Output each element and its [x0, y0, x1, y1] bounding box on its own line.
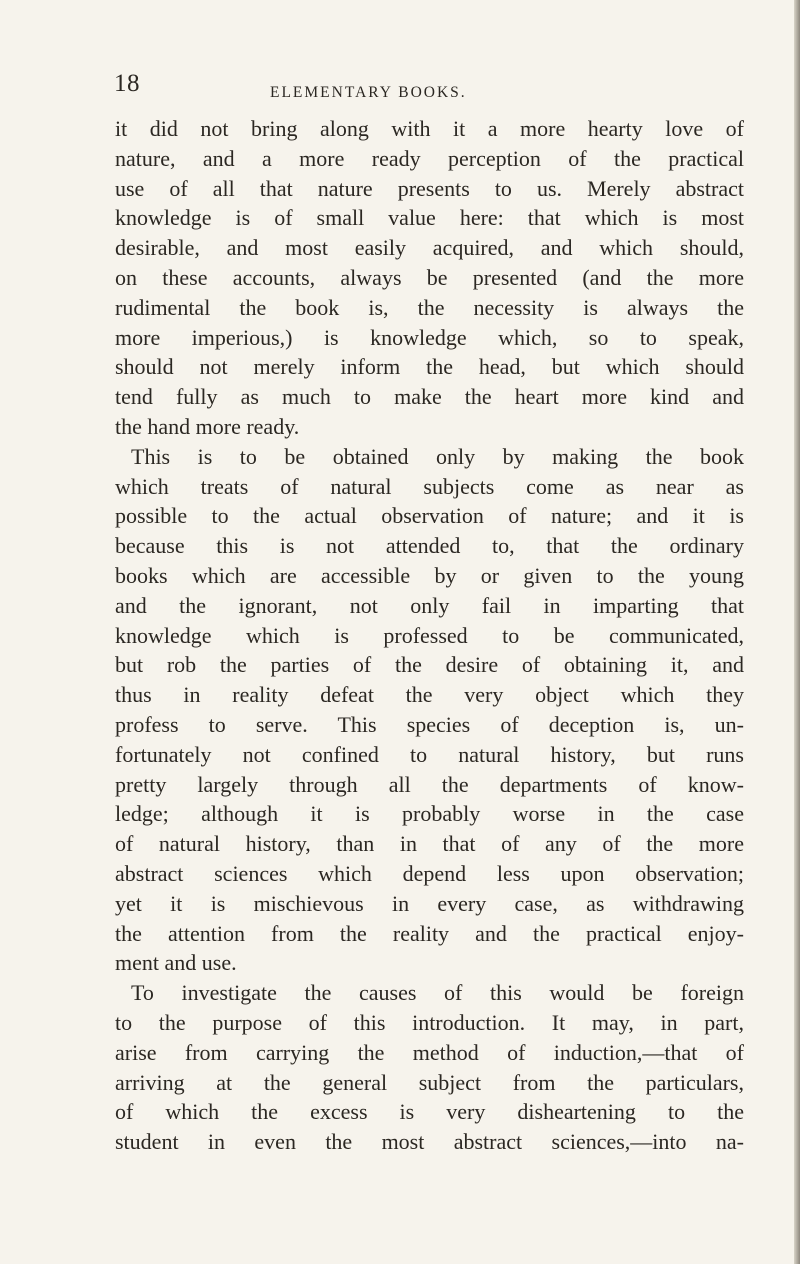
text-line: of natural history, than in that of any of the more [115, 831, 744, 857]
text-line: This is to be obtained only by making the book [131, 443, 744, 469]
text-line: abstract sciences which depend less upon observation; [115, 860, 744, 886]
text-line: should not merely inform the head, but which should [115, 354, 744, 380]
text-line: tend fully as much to make the heart more kind and [115, 384, 744, 410]
text-line: pretty largely through all the departments of know- [115, 771, 744, 797]
text-line: which treats of natural subjects come as near as [115, 473, 744, 499]
body-text [115, 114, 744, 1157]
text-line: yet it is mischievous in every case, as withdrawing [115, 890, 744, 916]
page-number: 18 [114, 70, 140, 97]
text-line: fortunately not confined to natural history, but runs [115, 741, 744, 767]
text-line: rudimental the book is, the necessity is always the [115, 294, 744, 320]
text-line: nature, and a more ready perception of the practical [115, 145, 744, 171]
text-line: the hand more ready. [115, 413, 300, 439]
text-line: more imperious,) is knowledge which, so to speak, [115, 324, 744, 350]
running-head: ELEMENTARY BOOKS. [270, 84, 467, 101]
text-line: thus in reality defeat the very object which they [115, 682, 744, 708]
text-line: because this is not attended to, that the ordinary [115, 533, 744, 559]
text-line: desirable, and most easily acquired, and which should, [115, 235, 744, 261]
text-line: possible to the actual observation of nature; and it is [115, 503, 744, 529]
text-line: the attention from the reality and the practical enjoy- [115, 920, 744, 946]
text-line: profess to serve. This species of deception is, un- [115, 711, 744, 737]
text-line: knowledge which is professed to be communicated, [115, 622, 744, 648]
page-edge-shadow [794, 0, 800, 1264]
text-line: but rob the parties of the desire of obtaining it, and [115, 652, 744, 678]
text-line: ment and use. [115, 950, 237, 976]
text-line: arise from carrying the method of induction,—that of [115, 1039, 744, 1065]
text-line: arriving at the general subject from the particulars, [115, 1069, 744, 1095]
text-line: to the purpose of this introduction. It may, in part, [115, 1009, 744, 1035]
text-line: student in even the most abstract sciences,—into na- [115, 1129, 744, 1155]
text-line: knowledge is of small value here: that which is most [115, 205, 744, 231]
text-line: use of all that nature presents to us. Merely abstract [115, 175, 744, 201]
text-line: books which are accessible by or given to the young [115, 562, 744, 588]
text-line: ledge; although it is probably worse in the case [115, 801, 744, 827]
text-line: on these accounts, always be presented (and the more [115, 264, 744, 290]
text-line: it did not bring along with it a more hearty love of [115, 116, 744, 141]
text-line: of which the excess is very disheartening to the [115, 1099, 744, 1125]
text-line: To investigate the causes of this would be foreign [131, 980, 744, 1006]
text-line: and the ignorant, not only fail in imparting that [115, 592, 744, 618]
